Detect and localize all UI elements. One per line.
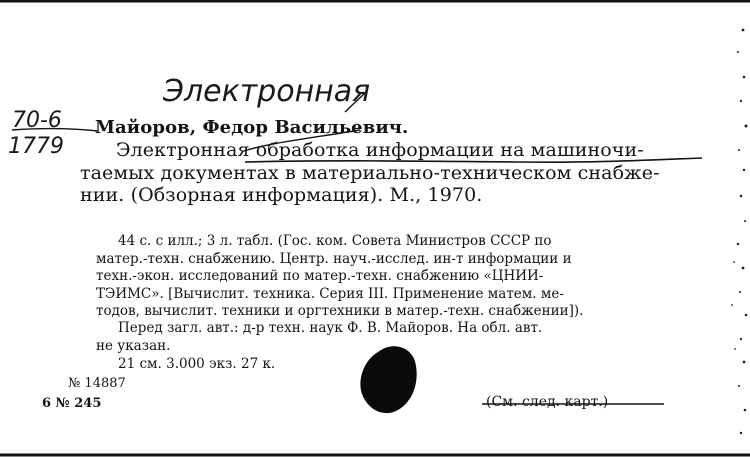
- author-heading: Майоров, Федор Васильевич.: [95, 117, 409, 138]
- description-line: тодов, вычислит. техники и оргтехники в матер.-техн. снабжении]).: [96, 303, 584, 319]
- stamp-number: № 14887: [68, 376, 126, 391]
- description-line: матер.-техн. снабжению. Центр. науч.-исслед. ин-т информации и: [96, 251, 572, 267]
- title-line: нии. (Обзорная информация). М., 1970.: [80, 184, 483, 206]
- handwritten-code-top: 70-6: [12, 108, 62, 133]
- stamp-number: 6 № 245: [42, 396, 102, 411]
- title-line: таемых документах в материально-техническом снабже-: [80, 162, 660, 184]
- continuation-note: (См. след. карт.): [486, 394, 609, 410]
- description-line: ТЭИМС». [Вычислит. техника. Серия III. Применение матем. ме-: [96, 286, 564, 302]
- ink-blot: [360, 346, 416, 413]
- description-line: 44 с. с илл.; 3 л. табл. (Гос. ком. Совета Министров СССР по: [118, 233, 552, 249]
- description-line: Перед загл. авт.: д-р техн. наук Ф. В. Майоров. На обл. авт.: [118, 320, 543, 336]
- right-edge-specks: [731, 29, 747, 435]
- handwritten-code-bottom: 1779: [8, 134, 64, 159]
- description-line: не указан.: [96, 338, 171, 354]
- description-line: техн.-экон. исследований по матер.-техн. снабжению «ЦНИИ-: [96, 268, 544, 284]
- size-line: 21 см. 3.000 экз. 27 к.: [118, 356, 276, 372]
- title-line: Электронная обработка информации на машиночи-: [116, 139, 644, 161]
- handwritten-heading: Электронная: [163, 74, 371, 109]
